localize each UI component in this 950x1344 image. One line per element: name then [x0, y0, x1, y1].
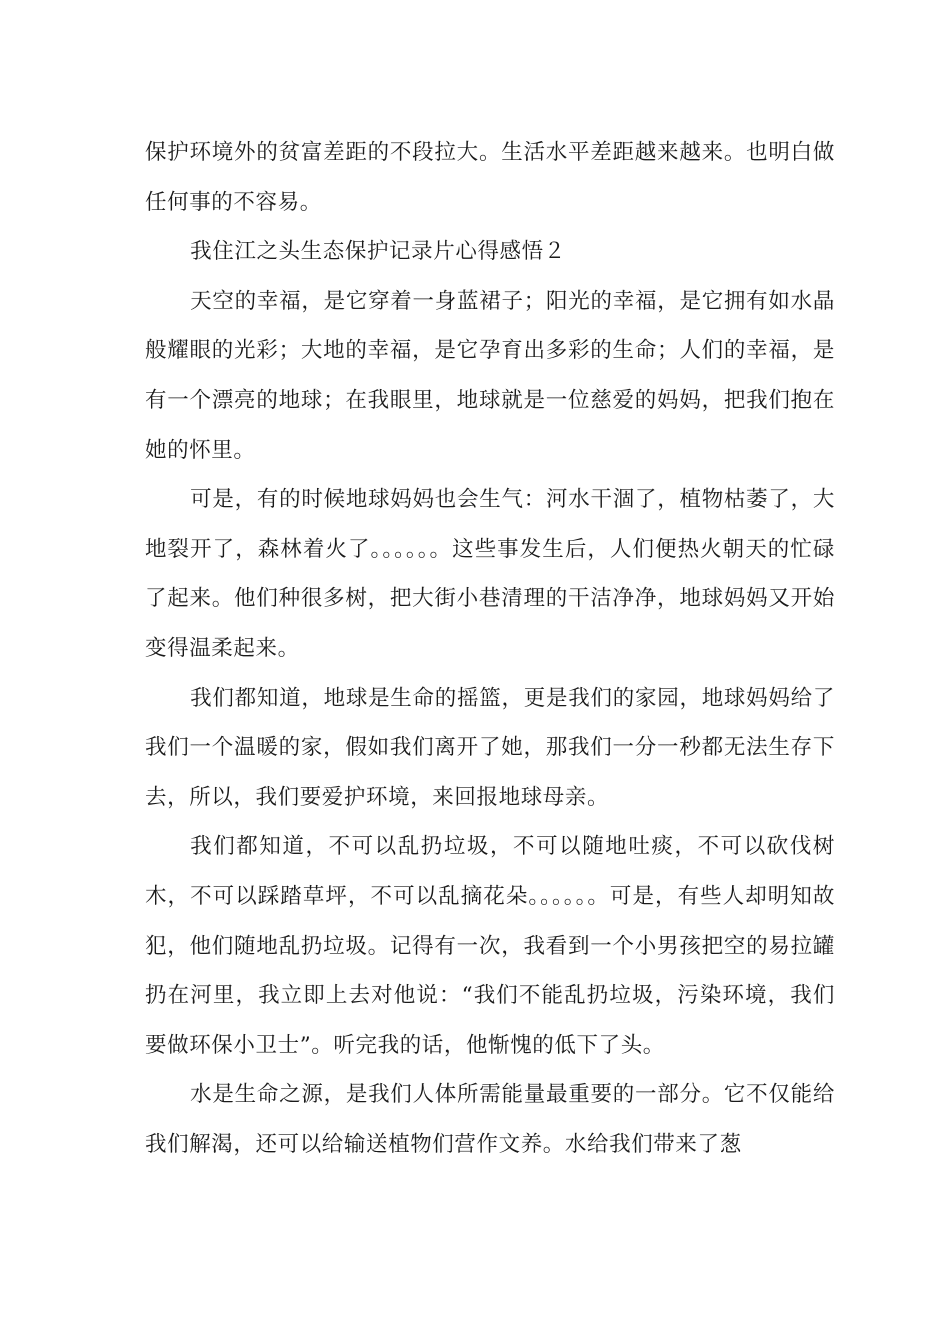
paragraph-continuation: 保护环境外的贫富差距的不段拉大。生活水平差距越来越来。也明白做任何事的不容易。	[145, 140, 835, 215]
paragraph: 我们都知道，不可以乱扔垃圾，不可以随地吐痰，不可以砍伐树木，不可以踩踏草坪，不可以乱摘花朵。。。。。。可是，有些人却明知故犯，他们随地乱扔垃圾。记得有一次，我看到一个小男孩把空的易拉罐扔在河里，我立即上去对他说：“我们不能乱扔垃圾，污染环境，我们要做环保小卫士”。听完我的话，他惭愧的低下了头。	[145, 834, 835, 1058]
document-body	[145, 128, 835, 1169]
paragraph: 可是，有的时候地球妈妈也会生气：河水干涸了，植物枯萎了，大地裂开了，森林着火了。。。。。。这些事发生后，人们便热火朝天的忙碌了起来。他们种很多树，把大街小巷清理的干洁净净，地球妈妈又开始变得温柔起来。	[145, 487, 835, 661]
section-heading: 我住江之头生态保护记录片心得感悟２	[190, 239, 566, 265]
paragraph: 天空的幸福，是它穿着一身蓝裙子；阳光的幸福，是它拥有如水晶般耀眼的光彩；大地的幸福，是它孕育出多彩的生命；人们的幸福，是有一个漂亮的地球；在我眼里，地球就是一位慈爱的妈妈，把我们抱在她的怀里。	[145, 288, 835, 463]
paragraph: 我们都知道，地球是生命的摇篮，更是我们的家园，地球妈妈给了我们一个温暖的家，假如我们离开了她，那我们一分一秒都无法生存下去，所以，我们要爱护环境，来回报地球母亲。	[145, 685, 835, 810]
paragraph: 水是生命之源，是我们人体所需能量最重要的一部分。它不仅能给我们解渴，还可以给输送植物们营作文养。水给我们带来了葱	[145, 1082, 835, 1157]
